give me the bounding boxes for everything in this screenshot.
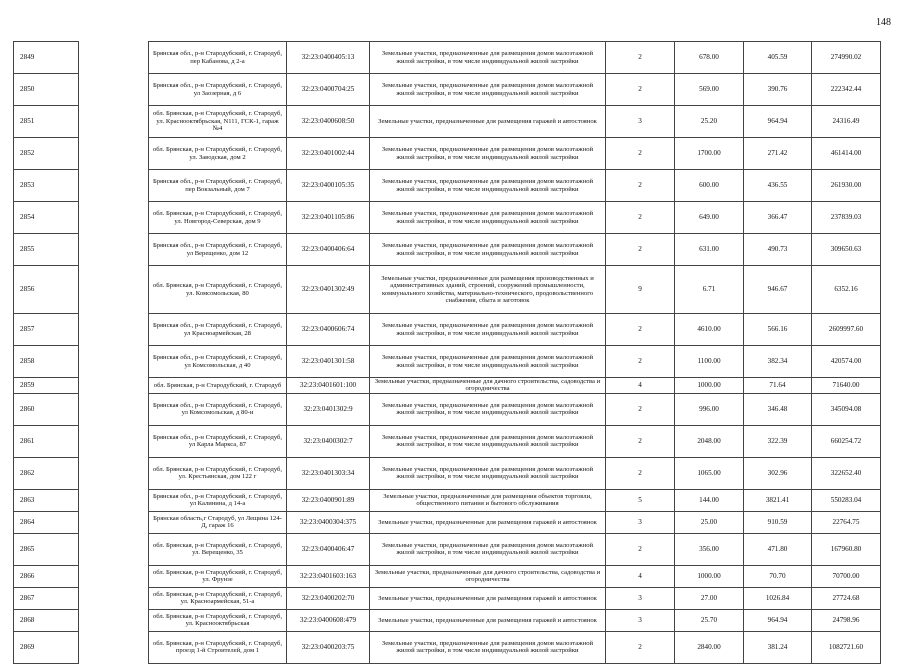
use-group-cell: 2 bbox=[606, 74, 675, 106]
table-row bbox=[14, 346, 881, 378]
address-cell: обл. Брянская, р-н Стародубский, г. Стародуб, ул. Красноармейская, 51-а bbox=[149, 587, 287, 609]
land-use-purpose-cell: Земельные участки, предназначенные для дачного строительства, садоводства и огородничества bbox=[370, 565, 606, 587]
specific-value-cell: 382.34 bbox=[744, 346, 812, 378]
empty-cell-cell bbox=[79, 393, 149, 425]
address-cell: обл. Брянская, р-н Стародубский, г. Стародуб, ул. Крестьянская, дом 122 г bbox=[149, 457, 287, 489]
cadastral-value-cell: 420574.00 bbox=[812, 346, 881, 378]
specific-value-cell: 566.16 bbox=[744, 314, 812, 346]
entry-number-cell: 2856 bbox=[14, 266, 79, 314]
land-use-purpose-cell: Земельные участки, предназначенные для размещения домов малоэтажной жилой застройки, в том числе индивидуальной жилой застройки bbox=[370, 314, 606, 346]
area-cell: 1000.00 bbox=[675, 565, 744, 587]
use-group-cell: 2 bbox=[606, 42, 675, 74]
cadastral-value-cell: 6352.16 bbox=[812, 266, 881, 314]
table-row bbox=[14, 587, 881, 609]
cadastral-number-cell: 32:23:0401302:49 bbox=[287, 266, 370, 314]
cadastral-value-cell: 22764.75 bbox=[812, 511, 881, 533]
area-cell: 649.00 bbox=[675, 202, 744, 234]
use-group-cell: 2 bbox=[606, 631, 675, 663]
area-cell: 4610.00 bbox=[675, 314, 744, 346]
address-cell: Брянская область,г Стародуб, ул Лещина 124-Д, гараж 16 bbox=[149, 511, 287, 533]
cadastral-value-cell: 167960.80 bbox=[812, 533, 881, 565]
area-cell: 6.71 bbox=[675, 266, 744, 314]
cadastral-value-cell: 222342.44 bbox=[812, 74, 881, 106]
table-row bbox=[14, 74, 881, 106]
cadastral-value-cell: 660254.72 bbox=[812, 425, 881, 457]
cadastral-number-cell: 32:23:0400901:89 bbox=[287, 489, 370, 511]
entry-number-cell: 2867 bbox=[14, 587, 79, 609]
empty-cell-cell bbox=[79, 533, 149, 565]
cadastral-number-cell: 32:23:0400302:7 bbox=[287, 425, 370, 457]
specific-value-cell: 405.59 bbox=[744, 42, 812, 74]
address-cell: Брянская обл., р-н Стародубский, г. Стародуб, пер Кабанова, д 2-а bbox=[149, 42, 287, 74]
cadastral-value-cell: 461414.00 bbox=[812, 138, 881, 170]
empty-cell-cell bbox=[79, 138, 149, 170]
empty-cell-cell bbox=[79, 266, 149, 314]
use-group-cell: 4 bbox=[606, 565, 675, 587]
table-row bbox=[14, 202, 881, 234]
table-row bbox=[14, 42, 881, 74]
cadastral-value-cell: 237839.03 bbox=[812, 202, 881, 234]
cadastral-value-cell: 309650.63 bbox=[812, 234, 881, 266]
cadastral-number-cell: 32:23:0400406:64 bbox=[287, 234, 370, 266]
area-cell: 2840.00 bbox=[675, 631, 744, 663]
area-cell: 25.20 bbox=[675, 106, 744, 138]
cadastral-number-cell: 32:23:0400704:25 bbox=[287, 74, 370, 106]
cadastral-value-cell: 550283.04 bbox=[812, 489, 881, 511]
address-cell: обл. Брянская, р-н Стародубский, г. Стародуб, ул. Заводская, дом 2 bbox=[149, 138, 287, 170]
area-cell: 27.00 bbox=[675, 587, 744, 609]
address-cell: Брянская обл., р-н Стародубский, г. Стародуб, ул Комсомольская, д 80-и bbox=[149, 393, 287, 425]
land-use-purpose-cell: Земельные участки, предназначенные для размещения гаражей и автостоянок bbox=[370, 511, 606, 533]
cadastral-number-cell: 32:23:0400405:13 bbox=[287, 42, 370, 74]
land-use-purpose-cell: Земельные участки, предназначенные для размещения домов малоэтажной жилой застройки, в том числе индивидуальной жилой застройки bbox=[370, 393, 606, 425]
cadastral-number-cell: 32:23:0400304:375 bbox=[287, 511, 370, 533]
empty-cell-cell bbox=[79, 425, 149, 457]
land-use-purpose-cell: Земельные участки, предназначенные для размещения домов малоэтажной жилой застройки, в том числе индивидуальной жилой застройки bbox=[370, 533, 606, 565]
specific-value-cell: 381.24 bbox=[744, 631, 812, 663]
cadastral-number-cell: 32:23:0401002:44 bbox=[287, 138, 370, 170]
empty-cell-cell bbox=[79, 74, 149, 106]
land-use-purpose-cell: Земельные участки, предназначенные для дачного строительства, садоводства и огородничества bbox=[370, 378, 606, 394]
cadastral-number-cell: 32:23:0400606:74 bbox=[287, 314, 370, 346]
entry-number-cell: 2853 bbox=[14, 170, 79, 202]
cadastral-number-cell: 32:23:0401303:34 bbox=[287, 457, 370, 489]
cadastral-number-cell: 32:23:0401601:100 bbox=[287, 378, 370, 394]
entry-number-cell: 2866 bbox=[14, 565, 79, 587]
entry-number-cell: 2854 bbox=[14, 202, 79, 234]
table-row bbox=[14, 266, 881, 314]
address-cell: Брянская обл., р-н Стародубский, г. Стародуб, ул Заозерная, д 6 bbox=[149, 74, 287, 106]
entry-number-cell: 2859 bbox=[14, 378, 79, 394]
specific-value-cell: 3821.41 bbox=[744, 489, 812, 511]
table-row bbox=[14, 511, 881, 533]
area-cell: 1700.00 bbox=[675, 138, 744, 170]
table-row bbox=[14, 533, 881, 565]
land-use-purpose-cell: Земельные участки, предназначенные для размещения домов малоэтажной жилой застройки, в том числе индивидуальной жилой застройки bbox=[370, 631, 606, 663]
entry-number-cell: 2855 bbox=[14, 234, 79, 266]
empty-cell-cell bbox=[79, 609, 149, 631]
address-cell: обл. Брянская, р-н Стародубский, г. Стародуб, ул. Новгород-Северская, дом 9 bbox=[149, 202, 287, 234]
land-use-purpose-cell: Земельные участки, предназначенные для размещения домов малоэтажной жилой застройки, в том числе индивидуальной жилой застройки bbox=[370, 138, 606, 170]
entry-number-cell: 2849 bbox=[14, 42, 79, 74]
cadastral-number-cell: 32:23:0400608:479 bbox=[287, 609, 370, 631]
area-cell: 1000.00 bbox=[675, 378, 744, 394]
empty-cell-cell bbox=[79, 565, 149, 587]
use-group-cell: 2 bbox=[606, 170, 675, 202]
entry-number-cell: 2852 bbox=[14, 138, 79, 170]
empty-cell-cell bbox=[79, 234, 149, 266]
specific-value-cell: 346.48 bbox=[744, 393, 812, 425]
table-row bbox=[14, 489, 881, 511]
empty-cell-cell bbox=[79, 511, 149, 533]
cadastral-number-cell: 32:23:0401603:163 bbox=[287, 565, 370, 587]
cadastral-number-cell: 32:23:0400202:70 bbox=[287, 587, 370, 609]
cadastral-number-cell: 32:23:0400608:50 bbox=[287, 106, 370, 138]
cadastral-value-cell: 27724.68 bbox=[812, 587, 881, 609]
address-cell: Брянская обл., р-н Стародубский, г. Стародуб, пер Вокзальный, дом 7 bbox=[149, 170, 287, 202]
cadastral-number-cell: 32:23:0400406:47 bbox=[287, 533, 370, 565]
address-cell: Брянская обл., р-н Стародубский, г. Стародуб, ул Верещенко, дом 12 bbox=[149, 234, 287, 266]
table-row bbox=[14, 565, 881, 587]
cadastral-value-cell: 70700.00 bbox=[812, 565, 881, 587]
cadastral-number-cell: 32:23:0401301:58 bbox=[287, 346, 370, 378]
use-group-cell: 2 bbox=[606, 346, 675, 378]
land-use-purpose-cell: Земельные участки, предназначенные для размещения домов малоэтажной жилой застройки, в том числе индивидуальной жилой застройки bbox=[370, 74, 606, 106]
empty-cell-cell bbox=[79, 587, 149, 609]
table-row bbox=[14, 170, 881, 202]
address-cell: Брянская обл., р-н Стародубский, г. Стародуб, ул Карла Маркса, 87 bbox=[149, 425, 287, 457]
land-use-purpose-cell: Земельные участки, предназначенные для размещения домов малоэтажной жилой застройки, в том числе индивидуальной жилой застройки bbox=[370, 425, 606, 457]
entry-number-cell: 2858 bbox=[14, 346, 79, 378]
land-use-purpose-cell: Земельные участки, предназначенные для размещения гаражей и автостоянок bbox=[370, 609, 606, 631]
empty-cell-cell bbox=[79, 202, 149, 234]
entry-number-cell: 2862 bbox=[14, 457, 79, 489]
entry-number-cell: 2868 bbox=[14, 609, 79, 631]
cadastral-value-cell: 24798.96 bbox=[812, 609, 881, 631]
specific-value-cell: 271.42 bbox=[744, 138, 812, 170]
empty-cell-cell bbox=[79, 378, 149, 394]
land-use-purpose-cell: Земельные участки, предназначенные для размещения домов малоэтажной жилой застройки, в том числе индивидуальной жилой застройки bbox=[370, 170, 606, 202]
use-group-cell: 2 bbox=[606, 393, 675, 425]
use-group-cell: 2 bbox=[606, 425, 675, 457]
area-cell: 356.00 bbox=[675, 533, 744, 565]
address-cell: Брянская обл., р-н Стародубский, г. Стародуб, ул Калинина, д 14-а bbox=[149, 489, 287, 511]
empty-cell-cell bbox=[79, 170, 149, 202]
table-row bbox=[14, 378, 881, 394]
page-number: 148 bbox=[876, 17, 891, 28]
cadastral-value-cell: 1082721.60 bbox=[812, 631, 881, 663]
cadastral-value-cell: 274990.02 bbox=[812, 42, 881, 74]
land-use-purpose-cell: Земельные участки, предназначенные для размещения производственных и административных зданий, строений, сооружений промышленности, коммунального хозяйства, материально-технического, продовольственного снабжения, сбыта и заготовок bbox=[370, 266, 606, 314]
table-row bbox=[14, 457, 881, 489]
area-cell: 631.00 bbox=[675, 234, 744, 266]
area-cell: 569.00 bbox=[675, 74, 744, 106]
cadastral-number-cell: 32:23:0401302:9 bbox=[287, 393, 370, 425]
specific-value-cell: 302.96 bbox=[744, 457, 812, 489]
address-cell: обл. Брянская, р-н Стародубский, г. Стародуб, ул. Верещенко, 35 bbox=[149, 533, 287, 565]
use-group-cell: 2 bbox=[606, 314, 675, 346]
use-group-cell: 9 bbox=[606, 266, 675, 314]
table-row bbox=[14, 234, 881, 266]
address-cell: Брянская обл., р-н Стародубский, г. Стародуб, ул Красноармейская, 28 bbox=[149, 314, 287, 346]
table-row bbox=[14, 631, 881, 663]
entry-number-cell: 2860 bbox=[14, 393, 79, 425]
cadastral-number-cell: 32:23:0401105:86 bbox=[287, 202, 370, 234]
empty-cell-cell bbox=[79, 631, 149, 663]
land-use-purpose-cell: Земельные участки, предназначенные для размещения домов малоэтажной жилой застройки, в том числе индивидуальной жилой застройки bbox=[370, 234, 606, 266]
table-row bbox=[14, 609, 881, 631]
cadastral-number-cell: 32:23:0400105:35 bbox=[287, 170, 370, 202]
area-cell: 144.00 bbox=[675, 489, 744, 511]
cadastral-value-cell: 71640.00 bbox=[812, 378, 881, 394]
cadastral-value-cell: 345094.08 bbox=[812, 393, 881, 425]
area-cell: 600.00 bbox=[675, 170, 744, 202]
specific-value-cell: 964.94 bbox=[744, 609, 812, 631]
specific-value-cell: 490.73 bbox=[744, 234, 812, 266]
entry-number-cell: 2865 bbox=[14, 533, 79, 565]
specific-value-cell: 436.55 bbox=[744, 170, 812, 202]
table-body bbox=[14, 42, 881, 664]
empty-cell-cell bbox=[79, 42, 149, 74]
address-cell: Брянская обл., р-н Стародубский, г. Стародуб, ул Комсомольская, д 40 bbox=[149, 346, 287, 378]
specific-value-cell: 366.47 bbox=[744, 202, 812, 234]
use-group-cell: 2 bbox=[606, 234, 675, 266]
land-use-purpose-cell: Земельные участки, предназначенные для размещения гаражей и автостоянок bbox=[370, 106, 606, 138]
area-cell: 678.00 bbox=[675, 42, 744, 74]
area-cell: 25.70 bbox=[675, 609, 744, 631]
table-row bbox=[14, 314, 881, 346]
use-group-cell: 5 bbox=[606, 489, 675, 511]
area-cell: 1065.00 bbox=[675, 457, 744, 489]
use-group-cell: 3 bbox=[606, 511, 675, 533]
specific-value-cell: 471.80 bbox=[744, 533, 812, 565]
use-group-cell: 2 bbox=[606, 533, 675, 565]
area-cell: 2048.00 bbox=[675, 425, 744, 457]
cadastral-value-cell: 2609997.60 bbox=[812, 314, 881, 346]
entry-number-cell: 2861 bbox=[14, 425, 79, 457]
use-group-cell: 2 bbox=[606, 202, 675, 234]
land-use-purpose-cell: Земельные участки, предназначенные для размещения домов малоэтажной жилой застройки, в том числе индивидуальной жилой застройки bbox=[370, 457, 606, 489]
specific-value-cell: 946.67 bbox=[744, 266, 812, 314]
empty-cell-cell bbox=[79, 106, 149, 138]
address-cell: обл. Брянская, р-н Стародубский, г. Стародуб, проезд 1-й Строителей, дом 1 bbox=[149, 631, 287, 663]
use-group-cell: 3 bbox=[606, 609, 675, 631]
table-row bbox=[14, 393, 881, 425]
specific-value-cell: 71.64 bbox=[744, 378, 812, 394]
empty-cell-cell bbox=[79, 457, 149, 489]
specific-value-cell: 70.70 bbox=[744, 565, 812, 587]
table-row bbox=[14, 106, 881, 138]
entry-number-cell: 2864 bbox=[14, 511, 79, 533]
entry-number-cell: 2850 bbox=[14, 74, 79, 106]
area-cell: 996.00 bbox=[675, 393, 744, 425]
table-row bbox=[14, 425, 881, 457]
table-row bbox=[14, 138, 881, 170]
address-cell: обл. Брянская, р-н Стародубский, г. Стародуб, ул. Краснооктябрьская bbox=[149, 609, 287, 631]
address-cell: обл. Брянская, р-н Стародубский, г. Стародуб, ул. Комсомольская, 80 bbox=[149, 266, 287, 314]
land-use-purpose-cell: Земельные участки, предназначенные для размещения домов малоэтажной жилой застройки, в том числе индивидуальной жилой застройки bbox=[370, 202, 606, 234]
empty-cell-cell bbox=[79, 314, 149, 346]
address-cell: обл. Брянская, р-н Стародубский, г. Стародуб, ул. Фрунзе bbox=[149, 565, 287, 587]
address-cell: обл. Брянская, р-н Стародубский, г. Стародуб, ул. Краснооктябрьская, N111, ГСК-1, гараж №4 bbox=[149, 106, 287, 138]
land-use-purpose-cell: Земельные участки, предназначенные для размещения гаражей и автостоянок bbox=[370, 587, 606, 609]
use-group-cell: 4 bbox=[606, 378, 675, 394]
land-use-purpose-cell: Земельные участки, предназначенные для размещения домов малоэтажной жилой застройки, в том числе индивидуальной жилой застройки bbox=[370, 346, 606, 378]
empty-cell-cell bbox=[79, 489, 149, 511]
cadastral-value-cell: 24316.49 bbox=[812, 106, 881, 138]
specific-value-cell: 322.39 bbox=[744, 425, 812, 457]
cadastral-value-cell: 261930.00 bbox=[812, 170, 881, 202]
land-use-purpose-cell: Земельные участки, предназначенные для размещения домов малоэтажной жилой застройки, в том числе индивидуальной жилой застройки bbox=[370, 42, 606, 74]
entry-number-cell: 2851 bbox=[14, 106, 79, 138]
area-cell: 1100.00 bbox=[675, 346, 744, 378]
cadastral-number-cell: 32:23:0400203:75 bbox=[287, 631, 370, 663]
land-use-purpose-cell: Земельные участки, предназначенные для размещения объектов торговли, общественного питания и бытового обслуживания bbox=[370, 489, 606, 511]
specific-value-cell: 910.59 bbox=[744, 511, 812, 533]
entry-number-cell: 2857 bbox=[14, 314, 79, 346]
area-cell: 25.00 bbox=[675, 511, 744, 533]
specific-value-cell: 964.94 bbox=[744, 106, 812, 138]
specific-value-cell: 1026.84 bbox=[744, 587, 812, 609]
cadastral-value-table bbox=[13, 41, 881, 664]
cadastral-value-cell: 322652.40 bbox=[812, 457, 881, 489]
use-group-cell: 3 bbox=[606, 587, 675, 609]
entry-number-cell: 2869 bbox=[14, 631, 79, 663]
address-cell: обл. Брянская, р-н Стародубский, г. Стародуб bbox=[149, 378, 287, 394]
specific-value-cell: 390.76 bbox=[744, 74, 812, 106]
empty-cell-cell bbox=[79, 346, 149, 378]
use-group-cell: 3 bbox=[606, 106, 675, 138]
entry-number-cell: 2863 bbox=[14, 489, 79, 511]
use-group-cell: 2 bbox=[606, 138, 675, 170]
use-group-cell: 2 bbox=[606, 457, 675, 489]
